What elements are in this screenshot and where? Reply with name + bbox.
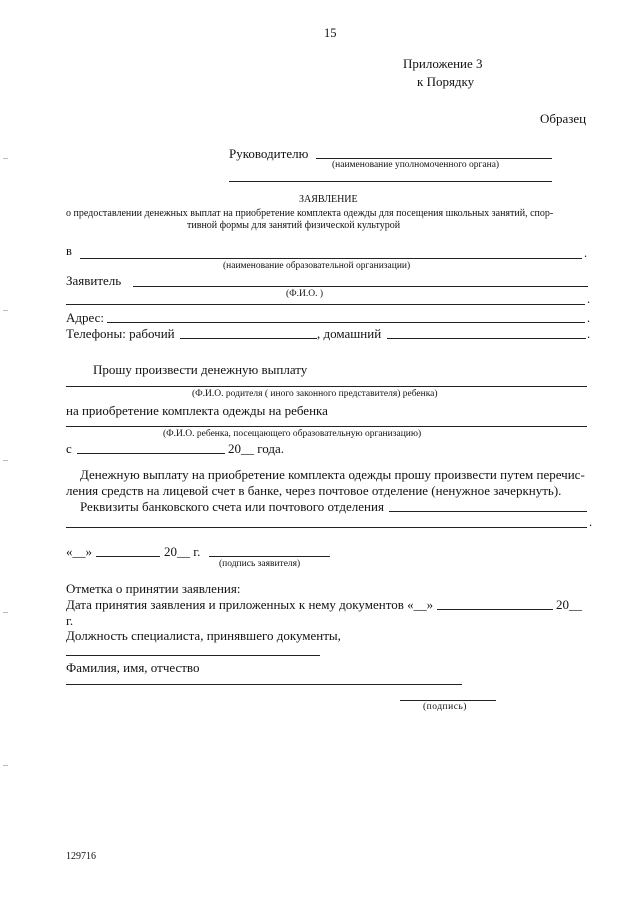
org-prefix: в	[66, 244, 72, 258]
org-caption: (наименование образовательной организации)	[223, 261, 411, 271]
child-line	[66, 426, 587, 427]
recipient-label: Руководителю	[229, 146, 309, 161]
org-line	[80, 258, 582, 259]
acceptance-title: Отметка о принятии заявления:	[66, 581, 241, 596]
address-label: Адрес:	[66, 310, 104, 325]
recipient-line	[316, 158, 552, 159]
payment-line1: Денежную выплату на приобретение комплекта одежды прошу произвести путем перечис-	[80, 467, 585, 482]
parent-caption: (Ф.И.О. родителя ( иного законного представителя) ребенка)	[192, 389, 438, 399]
parent-line	[66, 386, 587, 387]
phone-work-line	[180, 338, 317, 339]
phones-dot: .	[587, 327, 591, 341]
phones-work-label: Телефоны: рабочий	[66, 326, 175, 341]
signature-date-open: «__»	[66, 544, 92, 559]
details-label: Реквизиты банковского счета или почтового отделения	[80, 499, 384, 514]
margin-mark	[3, 310, 8, 311]
details-line-2	[66, 527, 587, 528]
margin-mark	[3, 460, 8, 461]
acceptance-year: 20__	[556, 597, 582, 612]
payment-line2: ления средств на лицевой счет в банке, через почтовое отделение (ненужное зачеркнуть).	[66, 483, 562, 498]
applicant-line-2	[66, 304, 585, 305]
signature-year: 20__ г.	[164, 544, 201, 559]
margin-mark	[3, 158, 8, 159]
from-prefix: с	[66, 441, 72, 456]
fio-label: Фамилия, имя, отчество	[66, 660, 200, 675]
address-line	[107, 322, 585, 323]
recipient-line-2	[229, 181, 552, 182]
subtitle-line1: о предоставлении денежных выплат на приобретение комплекта одежды для посещения школьных занятий, спор-	[66, 208, 554, 219]
address-dot: .	[587, 311, 591, 325]
recipient-caption: (наименование уполномоченного органа)	[332, 160, 500, 170]
from-year: 20__ года.	[228, 441, 285, 456]
appendix-line1: Приложение 3	[403, 56, 483, 71]
applicant-caption: (Ф.И.О. )	[286, 289, 324, 299]
request-text: Прошу произвести денежную выплату	[93, 362, 308, 377]
details-dot: .	[589, 515, 593, 529]
child-caption: (Ф.И.О. ребенка, посещающего образовательную организацию)	[163, 429, 422, 439]
margin-mark	[3, 612, 8, 613]
staff-signature-caption: (подпись)	[423, 702, 467, 712]
org-dot: .	[584, 246, 588, 260]
applicant-dot: .	[587, 292, 591, 306]
document-title: ЗАЯВЛЕНИЕ	[299, 194, 358, 205]
signature-line	[209, 556, 330, 557]
staff-signature-line	[400, 700, 496, 701]
appendix-line2: к Порядку	[417, 74, 475, 89]
margin-mark	[3, 765, 8, 766]
signature-date-line	[96, 556, 160, 557]
acceptance-date-label: Дата принятия заявления и приложенных к нему документов «__»	[66, 597, 434, 612]
applicant-line	[133, 286, 588, 287]
from-date-line	[77, 453, 225, 454]
phone-home-line	[387, 338, 586, 339]
sample-label: Образец	[540, 111, 587, 126]
applicant-label: Заявитель	[66, 273, 122, 288]
position-line	[66, 655, 320, 656]
acceptance-g: г.	[66, 613, 74, 628]
phones-home-label: , домашний	[317, 326, 382, 341]
subtitle-line2: тивной формы для занятий физической культурой	[187, 220, 401, 231]
position-label: Должность специалиста, принявшего документы,	[66, 628, 341, 643]
footer-code: 129716	[66, 851, 96, 862]
acceptance-date-line	[437, 609, 553, 610]
signature-caption: (подпись заявителя)	[219, 559, 301, 569]
fio-line	[66, 684, 462, 685]
details-line	[389, 511, 587, 512]
page-number: 15	[324, 26, 337, 40]
request-purpose: на приобретение комплекта одежды на ребенка	[66, 403, 328, 418]
